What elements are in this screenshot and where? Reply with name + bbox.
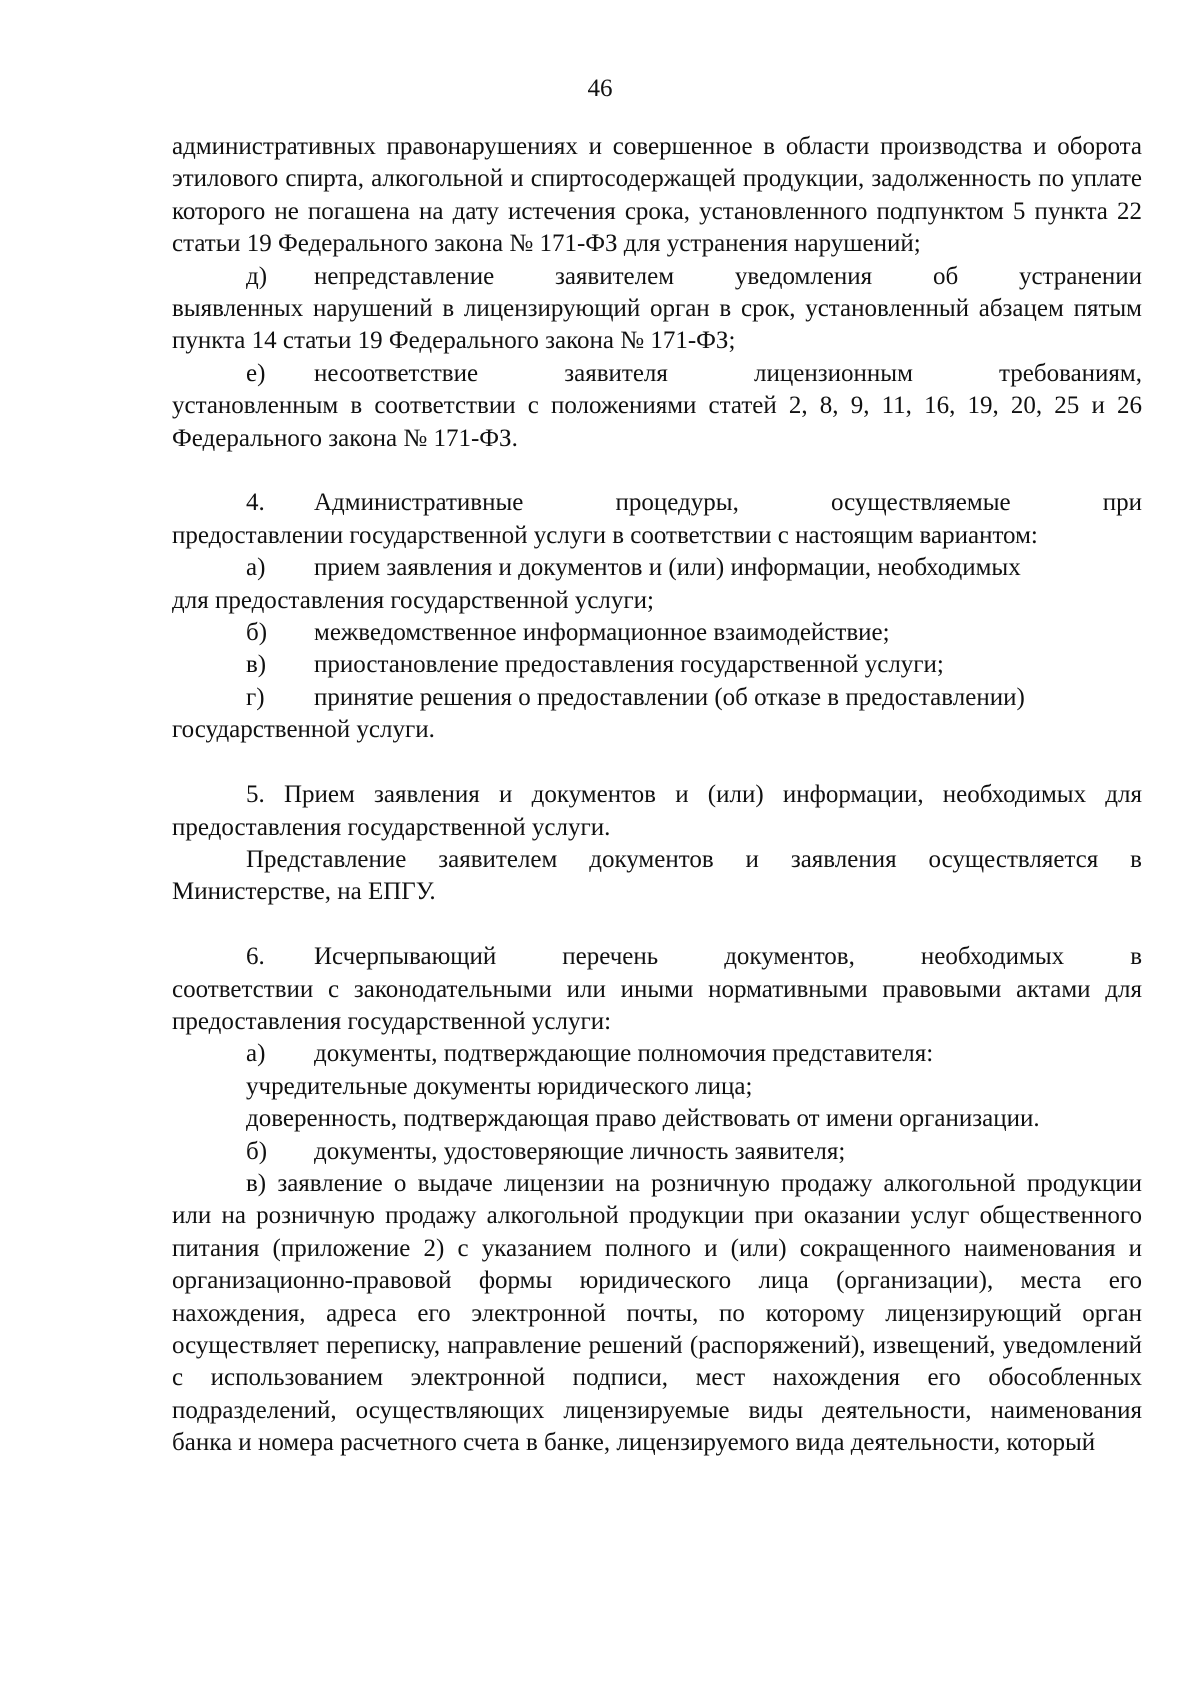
document-body — [172, 131, 1142, 1460]
list-item-text-continued: государственной услуги. — [172, 716, 435, 744]
list-item-e — [172, 358, 1142, 455]
page-number: 46 — [587, 75, 613, 102]
list-item-d — [172, 261, 1142, 358]
list-item-text: прием заявления и документов и (или) информации, необходимых — [314, 554, 1021, 582]
list-item-text-continued: для предоставления государственной услуги; — [172, 586, 654, 614]
paragraph-continuation: административных правонарушениях и совершенное в области производства и оборота этилового спирта, алкогольной и спиртосодержащей продукции, задолженность по уплате которого не погашена на дату истечения срока, установленного подпунктом 5 пункта 22 статьи 19 Федерального закона № 171-ФЗ для устранения нарушений; — [172, 133, 1142, 258]
list-marker: в) — [246, 651, 267, 679]
section-6-item-b — [172, 1136, 1142, 1168]
list-marker: д) — [246, 262, 268, 290]
section-4-item-a — [172, 552, 1142, 617]
list-marker: б) — [246, 619, 268, 647]
section-4-item-g — [172, 682, 1142, 747]
list-item-text: непредставление заявителем уведомления об устранении — [314, 262, 1142, 290]
paragraph-gap — [172, 747, 1142, 779]
list-marker: г) — [246, 683, 265, 711]
list-item-text: документы, подтверждающие полномочия представителя: — [314, 1040, 934, 1068]
paragraph-gap — [172, 455, 1142, 487]
section-6-line: доверенность, подтверждающая право действовать от имени организации. — [246, 1105, 1040, 1133]
section-number: 4. — [246, 489, 265, 517]
list-marker: е) — [246, 359, 266, 387]
list-item-text-continued: установленным в соответствии с положениями статей 2, 8, 9, 11, 16, 19, 20, 25 и 26 Федерального закона № 171-ФЗ. — [172, 392, 1142, 452]
section-number: 6. — [246, 943, 265, 971]
section-5-paragraph: 5. Прием заявления и документов и (или) информации, необходимых для предоставления государственной услуги. — [172, 781, 1142, 841]
section-4-item-b — [172, 617, 1142, 649]
list-marker: а) — [246, 1040, 266, 1068]
section-text-continued: предоставлении государственной услуги в соответствии с настоящим вариантом: — [172, 521, 1038, 549]
section-text: Исчерпывающий перечень документов, необходимых в — [314, 943, 1142, 971]
list-item-text: межведомственное информационное взаимодействие; — [314, 619, 890, 647]
section-6-line: учредительные документы юридического лица; — [246, 1072, 753, 1100]
list-item-text: несоответствие заявителя лицензионным требованиям, — [314, 359, 1142, 387]
section-6-item-a — [172, 1038, 1142, 1070]
list-marker: б) — [246, 1137, 268, 1165]
section-6-item-v: в) заявление о выдаче лицензии на розничную продажу алкогольной продукции или на розничную продажу алкогольной продукции при оказании услуг общественного питания (приложение 2) с указанием полного и (или) сокращенного наименования и организационно-правовой формы юридического лица (организации), места его нахождения, адреса его электронной почты, по которому лицензирующий орган осуществляет переписку, направление решений (распоряжений), извещений, уведомлений с использованием электронной подписи, мест нахождения его обособленных подразделений, осуществляющих лицензируемые виды деятельности, наименования банка и номера расчетного счета в банке, лицензируемого вида деятельности, который — [172, 1169, 1142, 1457]
section-4-heading — [172, 487, 1142, 552]
section-6-heading — [172, 941, 1142, 1038]
list-marker: а) — [246, 554, 266, 582]
section-5-paragraph: Представление заявителем документов и заявления осуществляется в Министерстве, на ЕПГУ. — [172, 845, 1142, 906]
list-item-text: приостановление предоставления государственной услуги; — [314, 651, 944, 679]
paragraph-gap — [172, 909, 1142, 941]
list-item-text: документы, удостоверяющие личность заявителя; — [314, 1137, 846, 1165]
list-item-text-continued: выявленных нарушений в лицензирующий орган в срок, установленный абзацем пятым пункта 14 статьи 19 Федерального закона № 171-ФЗ; — [172, 295, 1142, 355]
section-4-item-v — [172, 649, 1142, 681]
section-text: Административные процедуры, осуществляемые при — [314, 489, 1142, 517]
section-text-continued: соответствии с законодательными или иными нормативными правовыми актами для предоставления государственной услуги: — [172, 975, 1142, 1035]
list-item-text: принятие решения о предоставлении (об отказе в предоставлении) — [314, 683, 1025, 711]
